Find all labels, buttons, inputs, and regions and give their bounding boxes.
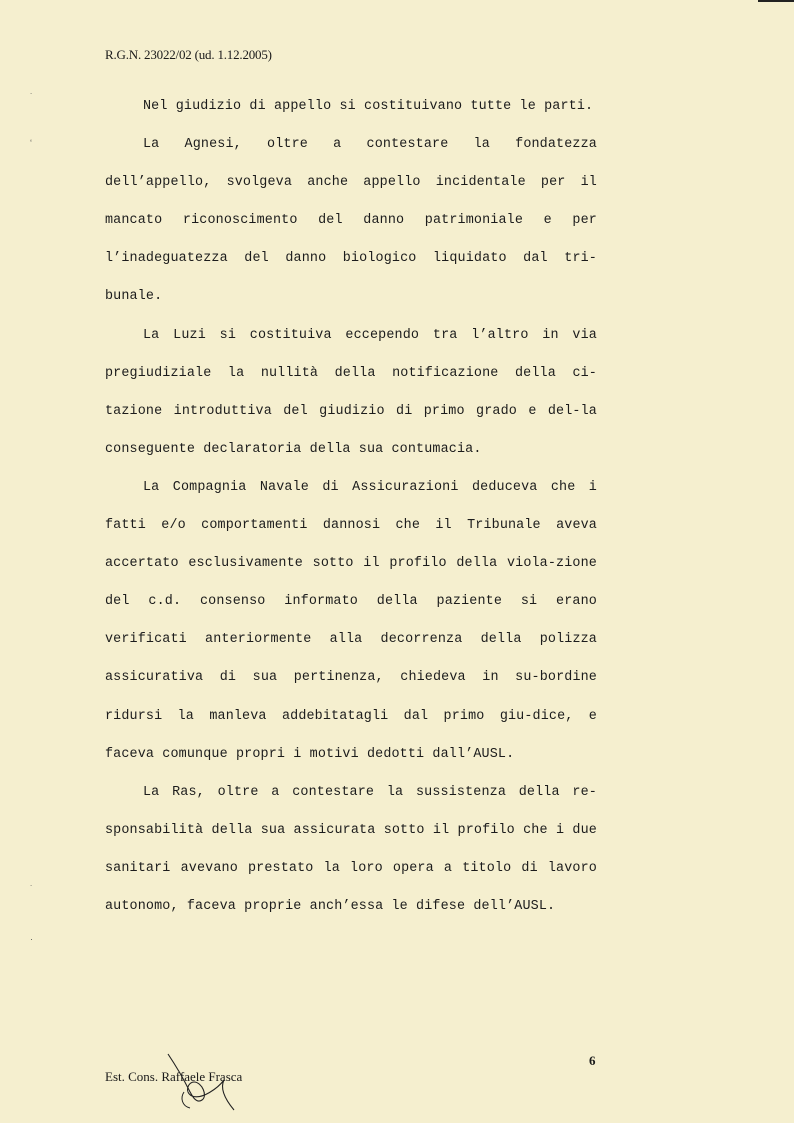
- document-body: [105, 88, 597, 926]
- handwritten-signature: [162, 1052, 244, 1112]
- signature-label: Est. Cons. Raffaele Frasca: [105, 1069, 243, 1084]
- margin-mark: ˙: [30, 92, 33, 102]
- margin-mark: ˙: [30, 884, 33, 894]
- paragraph: Nel giudizio di appello si costituivano tutte le parti.: [143, 99, 594, 114]
- paragraph: La Luzi si costituiva eccependo tra l’altro in via pregiudiziale la nullità della notificazione della ci-tazione introduttiva del giudizio di primo grado e del-la conseguente declaratoria della sua contumacia.: [105, 327, 597, 457]
- paragraph: La Compagnia Navale di Assicurazioni deduceva che i fatti e/o comportamenti dannosi che il Tribunale aveva accertato esclusivamente sotto il profilo della viola-zione del c.d. consenso informato della paziente si erano verificati anteriormente alla decorrenza della polizza assicurativa di sua pertinenza, chiedeva in su-bordine ridursi la manleva addebitatagli dal primo giu-dice, e faceva comunque propri i motivi dedotti dall’AUSL.: [105, 479, 597, 762]
- margin-mark: ‘: [30, 138, 32, 148]
- case-reference: R.G.N. 23022/02 (ud. 1.12.2005): [105, 47, 272, 62]
- margin-marks: [30, 0, 42, 1123]
- paragraph: La Ras, oltre a contestare la sussistenza della re-sponsabilità della sua assicurata sotto il profilo che i due sanitari avevano prestato la loro opera a titolo di lavoro autonomo, faceva proprie anch’essa le difese dell’AUSL.: [105, 784, 597, 914]
- page-number: 6: [589, 1053, 596, 1068]
- margin-mark: ·: [30, 934, 33, 944]
- paragraph: La Agnesi, oltre a contestare la fondatezza dell’appello, svolgeva anche appello incidentale per il mancato riconoscimento del danno patrimoniale e per l’inadeguatezza del danno biologico liquidato dal tri-bunale.: [105, 137, 597, 305]
- page-corner-mark: [758, 0, 794, 2]
